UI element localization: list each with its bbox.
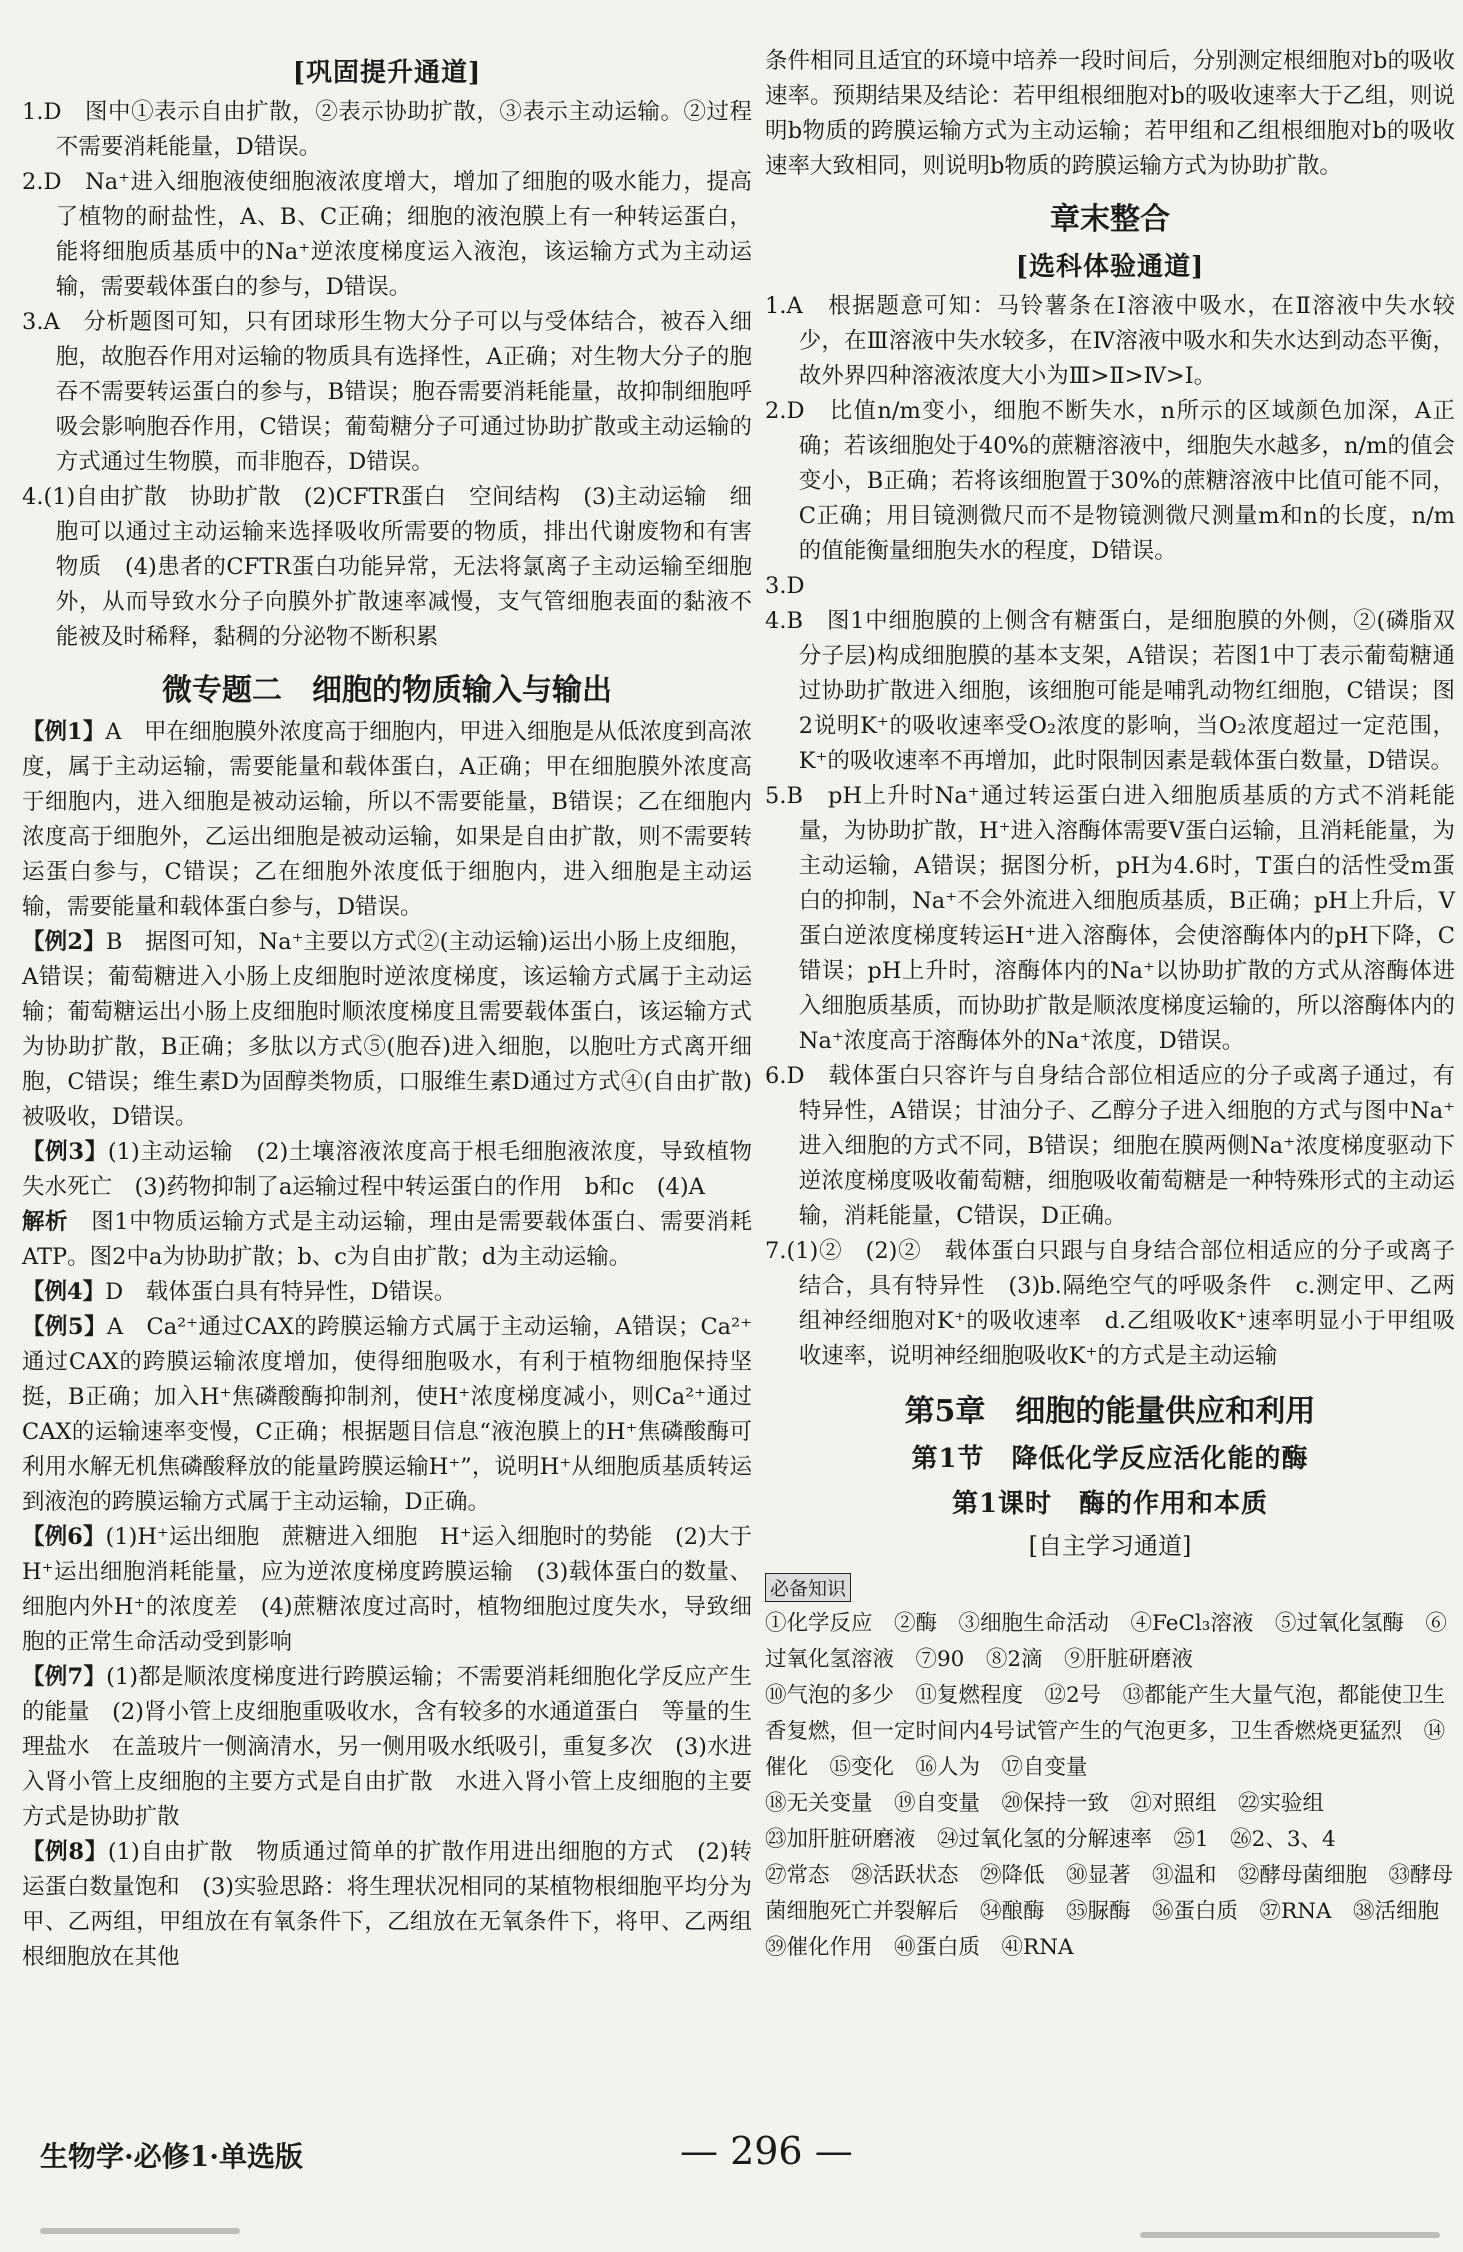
answer-line: ㉗常态 ㉘活跃状态 ㉙降低 ㉚显著 ㉛温和 ㉜酵母菌细胞 ㉝酵母菌细胞死亡并裂解后 ㉞酿酶 ㉟脲酶 ㊱蛋白质 ㊲RNA ㊳活细胞 ㊴催化作用 ㊵蛋白质 ㊶RNA xyxy=(765,1863,1461,1960)
subject-label: 生物学·必修1·单选版 xyxy=(40,2140,303,2173)
answer-line: ①化学反应 ②酶 ③细胞生命活动 ④FeCl₃溶液 ⑤过氧化氢酶 ⑥过氧化氢溶液 ⑦90 ⑧2滴 ⑨肝脏研磨液 xyxy=(765,1611,1447,1672)
answer-item: 3.D xyxy=(765,573,805,599)
example-label: 【例5】 xyxy=(22,1314,107,1340)
scan-smudge-left xyxy=(40,2228,240,2234)
answer-line: ⑩气泡的多少 ⑪复燃程度 ⑫2号 ⑬都能产生大量气泡，都能使卫生香复燃，但一定时间内4号试管产生的气泡更多，卫生香燃烧更猛烈 ⑭催化 ⑮变化 ⑯人为 ⑰自变量 xyxy=(765,1683,1446,1780)
answer-item: 1.A 根据题意可知：马铃薯条在Ⅰ溶液中吸水，在Ⅱ溶液中失水较少，在Ⅲ溶液中失水较多，在Ⅳ溶液中吸水和失水达到动态平衡，故外界四种溶液浓度大小为Ⅲ>Ⅱ>Ⅳ>Ⅰ。 xyxy=(765,293,1455,389)
answer-line: ㉓加肝脏研磨液 ㉔过氧化氢的分解速率 ㉕1 ㉖2、3、4 xyxy=(765,1827,1336,1852)
example-text: (1)自由扩散 物质通过简单的扩散作用进出细胞的方式 (2)转运蛋白数量饱和 (3)实验思路：将生理状况相同的某植物根细胞平均分为甲、乙两组，甲组放在有氧条件下，乙组放在无氧条件下，将甲、乙两组根细胞放在其他 xyxy=(22,1839,752,1970)
example-item xyxy=(22,1835,752,1975)
essential-knowledge-tag: 必备知识 xyxy=(765,1573,851,1602)
answer-item: 7.(1)② (2)② 载体蛋白只跟与自身结合部位相适应的分子或离子结合，具有特异性 (3)b.隔绝空气的呼吸条件 c.测定甲、乙两组神经细胞对K⁺的吸收速率 d.乙组吸收K⁺速率明显小于甲组吸收速率，说明神经细胞吸收K⁺的方式是主动运输 xyxy=(765,1238,1455,1369)
example-text: (1)都是顺浓度梯度进行跨膜运输；不需要消耗细胞化学反应产生的能量 (2)肾小管上皮细胞重吸收水，含有较多的水通道蛋白 等量的生理盐水 在盖玻片一侧滴清水，另一侧用吸水纸吸引，重复多次 (3)水进入肾小管上皮细胞的主要方式是自由扩散 水进入肾小管上皮细胞的主要方式是协助扩散 xyxy=(22,1664,753,1830)
analysis-item xyxy=(22,1205,752,1275)
section-title: 第1节 降低化学反应活化能的酶 xyxy=(911,1444,1309,1474)
answer-item: 5.B pH上升时Na⁺通过转运蛋白进入细胞质基质的方式不消耗能量，为协助扩散，H⁺进入溶酶体需要V蛋白运输，且消耗能量，为主动运输，A错误；据图分析，pH为4.6时，T蛋白的活性受m蛋白的抑制，Na⁺不会外流进入细胞质基质，B正确；pH上升后，V蛋白逆浓度梯度转运H⁺进入溶酶体，会使溶酶体内的pH下降，C错误；pH上升时，溶酶体内的Na⁺以协助扩散的方式从溶酶体进入细胞质基质，而协助扩散是顺浓度梯度运输的，所以溶酶体内的Na⁺浓度高于溶酶体外的Na⁺浓度，D错误。 xyxy=(765,783,1455,1054)
self-study-title: [自主学习通道] xyxy=(1028,1532,1192,1560)
answer-line: ⑱无关变量 ⑲自变量 ⑳保持一致 ㉑对照组 ㉒实验组 xyxy=(765,1791,1325,1816)
example-label: 【例4】 xyxy=(22,1279,106,1305)
chapter-title: 第5章 细胞的能量供应和利用 xyxy=(904,1394,1316,1429)
section-title-consolidate: [巩固提升通道] xyxy=(292,58,482,88)
micro-topic-title: 微专题二 细胞的物质输入与输出 xyxy=(162,673,612,708)
answer-item: 1.D 图中①表示自由扩散，②表示协助扩散，③表示主动运输。②过程不需要消耗能量，D错误。 xyxy=(22,99,752,160)
section-title-elective: [选科体验通道] xyxy=(1015,252,1205,282)
example-text: A 甲在细胞膜外浓度高于细胞内，甲进入细胞是从低浓度到高浓度，属于主动运输，需要能量和载体蛋白，A正确；甲在细胞膜外浓度高于细胞内，进入细胞是被动运输，所以不需要能量，B错误；乙在细胞内浓度高于细胞外，乙运出细胞是被动运输，如果是自由扩散，则不需要转运蛋白参与，C错误；乙在细胞外浓度低于细胞内，进入细胞是主动运输，需要能量和载体蛋白参与，D错误。 xyxy=(22,719,752,920)
example-label: 【例6】 xyxy=(22,1524,106,1550)
answer-item: 4.B 图1中细胞膜的上侧含有糖蛋白，是细胞膜的外侧，②(磷脂双分子层)构成细胞膜的基本支架，A错误；若图1中丁表示葡萄糖通过协助扩散进入细胞，该细胞可能是哺乳动物红细胞，C错误；图2说明K⁺的吸收速率受O₂浓度的影响，当O₂浓度超过一定范围，K⁺的吸收速率不再增加，此时限制因素是载体蛋白数量，D错误。 xyxy=(765,608,1455,774)
answer-item: 2.D Na⁺进入细胞液使细胞液浓度增大，增加了细胞的吸水能力，提高了植物的耐盐性，A、B、C正确；细胞的液泡膜上有一种转运蛋白，能将细胞质基质中的Na⁺逆浓度梯度运入液泡，该运输方式为主动运输，需要载体蛋白的参与，D错误。 xyxy=(22,169,752,300)
example-item xyxy=(22,1520,775,1660)
example-item xyxy=(22,925,752,1135)
answer-item: 4.(1)自由扩散 协助扩散 (2)CFTR蛋白 空间结构 (3)主动运输 细胞可以通过主动运输来选择吸收所需要的物质，排出代谢废物和有害物质 (4)患者的CFTR蛋白功能异常，无法将氯离子主动运输至细胞外，从而导致水分子向膜外扩散速率减慢，支气管细胞表面的黏液不能被及时稀释，黏稠的分泌物不断积累 xyxy=(22,484,752,650)
example-item xyxy=(22,1135,752,1205)
example-label: 【例3】 xyxy=(22,1139,108,1165)
example-item xyxy=(22,1275,752,1310)
example-label: 【例7】 xyxy=(22,1664,107,1690)
example-item xyxy=(22,1660,752,1835)
right-column xyxy=(765,44,1461,1966)
example-item xyxy=(22,1310,752,1520)
page-number: — 296 — xyxy=(680,2129,853,2173)
scan-smudge-right xyxy=(1140,2232,1440,2238)
answer-item: 2.D 比值n/m变小，细胞不断失水，n所示的区域颜色加深，A正确；若该细胞处于40%的蔗糖溶液中，细胞失水越多，n/m的值会变小，B正确；若将该细胞置于30%的蔗糖溶液中比值可能不同，C正确；用目镜测微尺而不是物镜测微尺测量m和n的长度，n/m的值能衡量细胞失水的程度，D错误。 xyxy=(765,398,1455,564)
example-text: A Ca²⁺通过CAX的跨膜运输方式属于主动运输，A错误；Ca²⁺通过CAX的跨膜运输浓度增加，使得细胞吸水，有利于植物细胞保持坚挺，B正确；加入H⁺焦磷酸酶抑制剂，使H⁺浓度梯度减小，则Ca²⁺通过CAX的运输速率变慢，C正确；根据题目信息“液泡膜上的H⁺焦磷酸酶可利用水解无机焦磷酸释放的能量跨膜运输H⁺”，说明H⁺从细胞质基质转运到液泡的跨膜运输方式属于主动运输，D正确。 xyxy=(22,1314,752,1515)
chapter-summary-title: 章末整合 xyxy=(1050,202,1170,237)
left-column xyxy=(22,44,775,1975)
analysis-label: 解析 xyxy=(22,1209,69,1235)
example-item xyxy=(22,715,752,925)
page-footer xyxy=(40,2129,1440,2175)
example-text: B 据图可知，Na⁺主要以方式②(主动运输)运出小肠上皮细胞，A错误；葡萄糖进入小肠上皮细胞时逆浓度梯度，该运输方式属于主动运输；葡萄糖运出小肠上皮细胞时顺浓度梯度且需要载体蛋白，该运输方式为协助扩散，B正确；多肽以方式⑤(胞吞)进入细胞，以胞吐方式离开细胞，C错误；维生素D为固醇类物质，口服维生素D通过方式④(自由扩散)被吸收，D错误。 xyxy=(22,929,753,1130)
answer-item: 6.D 载体蛋白只容许与自身结合部位相适应的分子或离子通过，有特异性，A错误；甘油分子、乙醇分子进入细胞的方式与图中Na⁺进入细胞的方式不同，B错误；细胞在膜两侧Na⁺浓度梯度驱动下逆浓度梯度吸收葡萄糖，细胞吸收葡萄糖是一种特殊形式的主动运输，消耗能量，C错误，D正确。 xyxy=(765,1063,1455,1229)
continued-text: 条件相同且适宜的环境中培养一段时间后，分别测定根细胞对b的吸收速率。预期结果及结论：若甲组根细胞对b的吸收速率大于乙组，则说明b物质的跨膜运输方式为主动运输；若甲组和乙组根细胞对b的吸收速率大致相同，则说明b物质的跨膜运输方式为协助扩散。 xyxy=(765,48,1455,179)
answer-item: 3.A 分析题图可知，只有团球形生物大分子可以与受体结合，被吞入细胞，故胞吞作用对运输的物质具有选择性，A正确；对生物大分子的胞吞不需要转运蛋白的参与，B错误；胞吞需要消耗能量，故抑制细胞呼吸会影响胞吞作用，C错误；葡萄糖分子可通过协助扩散或主动运输的方式通过生物膜，而非胞吞，D错误。 xyxy=(22,309,752,475)
example-label: 【例1】 xyxy=(22,719,106,745)
example-label: 【例2】 xyxy=(22,929,106,955)
analysis-text: 图1中物质运输方式是主动运输，理由是需要载体蛋白、需要消耗ATP。图2中a为协助扩散；b、c为自由扩散；d为主动运输。 xyxy=(22,1209,752,1270)
lesson-title: 第1课时 酶的作用和本质 xyxy=(951,1489,1269,1519)
example-text: (1)主动运输 (2)土壤溶液浓度高于根毛细胞液浓度，导致植物失水死亡 (3)药物抑制了a运输过程中转运蛋白的作用 b和c (4)A xyxy=(22,1139,752,1200)
example-text: D 载体蛋白具有特异性，D错误。 xyxy=(105,1279,457,1305)
example-label: 【例8】 xyxy=(22,1839,108,1865)
example-text: (1)H⁺运出细胞 蔗糖进入细胞 H⁺运入细胞时的势能 (2)大于 H⁺运出细胞消耗能量，应为逆浓度梯度跨膜运输 (3)载体蛋白的数量、细胞内外H⁺的浓度差 (4)蔗糖浓度过高时，植物细胞过度失水，导致细胞的正常生命活动受到影响 xyxy=(22,1524,775,1655)
